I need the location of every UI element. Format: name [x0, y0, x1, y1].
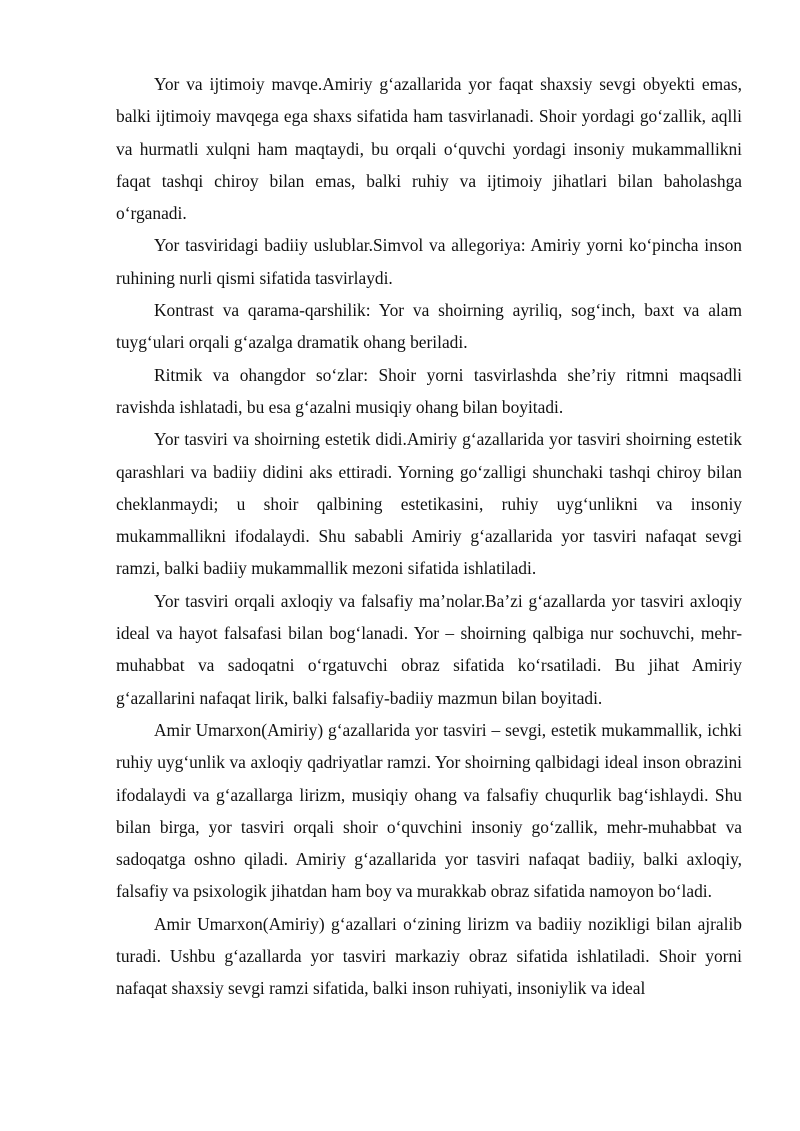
paragraph-rhythm: Ritmik va ohangdor so‘zlar: Shoir yorni tasvirlashda she’riy ritmni maqsadli ravishda ishlatadi, bu esa g‘azalni musiqiy ohang bilan boyitadi.	[116, 364, 742, 417]
paragraph-contrast: Kontrast va qarama-qarshilik: Yor va shoirning ayriliq, sog‘inch, baxt va alam tuyg‘ulari orqali g‘azalga dramatik ohang beriladi.	[116, 300, 742, 353]
paragraph-social-status: Yor va ijtimoiy mavqe.Amiriy g‘azallarida yor faqat shaxsiy sevgi obyekti emas, balki ijtimoiy mavqega ega shaxs sifatida ham tasvirlanadi. Shoir yordagi go‘zallik, aqlli va hurmatli xulqni ham maqtaydi, bu orqali o‘quvchi yordagi insoniy mukammallikni faqat tashqi chiroy bilan emas, balki ruhiy va ijtimoiy jihatlari bilan baholashga o‘rganadi.	[116, 74, 742, 224]
paragraph-summary: Amir Umarxon(Amiriy) g‘azallarida yor tasviri – sevgi, estetik mukammallik, ichki ruhiy uyg‘unlik va axloqiy qadriyatlar ramzi. Yor shoirning qalbidagi ideal inson obrazini ifodalaydi va g‘azallarga lirizm, musiqiy ohang va falsafiy chuqurlik bag‘ishlaydi. Shu bilan birga, yor tasviri orqali shoir o‘quvchini insoniy go‘zallik, mehr-muhabbat va sadoqatga oshno qiladi. Amiriy g‘azallarida yor tasviri nafaqat badiiy, balki axloqiy, falsafiy va psixologik jihatdan ham boy va murakkab obraz sifatida namoyon bo‘ladi.	[116, 719, 742, 902]
document-page	[116, 68, 742, 1005]
paragraph-moral-philosophy: Yor tasviri orqali axloqiy va falsafiy ma’nolar.Ba’zi g‘azallarda yor tasviri axloqiy ideal va hayot falsafasi bilan bog‘lanadi. Yor – shoirning qalbiga nur sochuvchi, mehr-muhabbat va sadoqatni o‘rgatuvchi obraz sifatida ko‘rsatiladi. Bu jihat Amiriy g‘azallarini nafaqat lirik, balki falsafiy-badiiy mazmun bilan boyitadi.	[116, 590, 742, 708]
paragraph-lyricism: Amir Umarxon(Amiriy) g‘azallari o‘zining lirizm va badiiy nozikligi bilan ajralib turadi. Ushbu g‘azallarda yor tasviri markaziy obraz sifatida ishlatiladi. Shoir yorni nafaqat shaxsiy sevgi ramzi sifatida, balki inson ruhiyati, insoniylik va ideal	[116, 913, 742, 999]
paragraph-artistic-styles: Yor tasviridagi badiiy uslublar.Simvol va allegoriya: Amiriy yorni ko‘pincha inson ruhining nurli qismi sifatida tasvirlaydi.	[116, 235, 742, 288]
paragraph-aesthetic-taste: Yor tasviri va shoirning estetik didi.Amiriy g‘azallarida yor tasviri shoirning estetik qarashlari va badiiy didini aks ettiradi. Yorning go‘zalligi shunchaki tashqi chiroy bilan cheklanmaydi; u shoir qalbining estetikasini, ruhiy uyg‘unlikni va insoniy mukammallikni ifodalaydi. Shu sababli Amiriy g‘azallarida yor tasviri nafaqat sevgi ramzi, balki badiiy mukammallik mezoni sifatida ishlatiladi.	[116, 429, 742, 579]
